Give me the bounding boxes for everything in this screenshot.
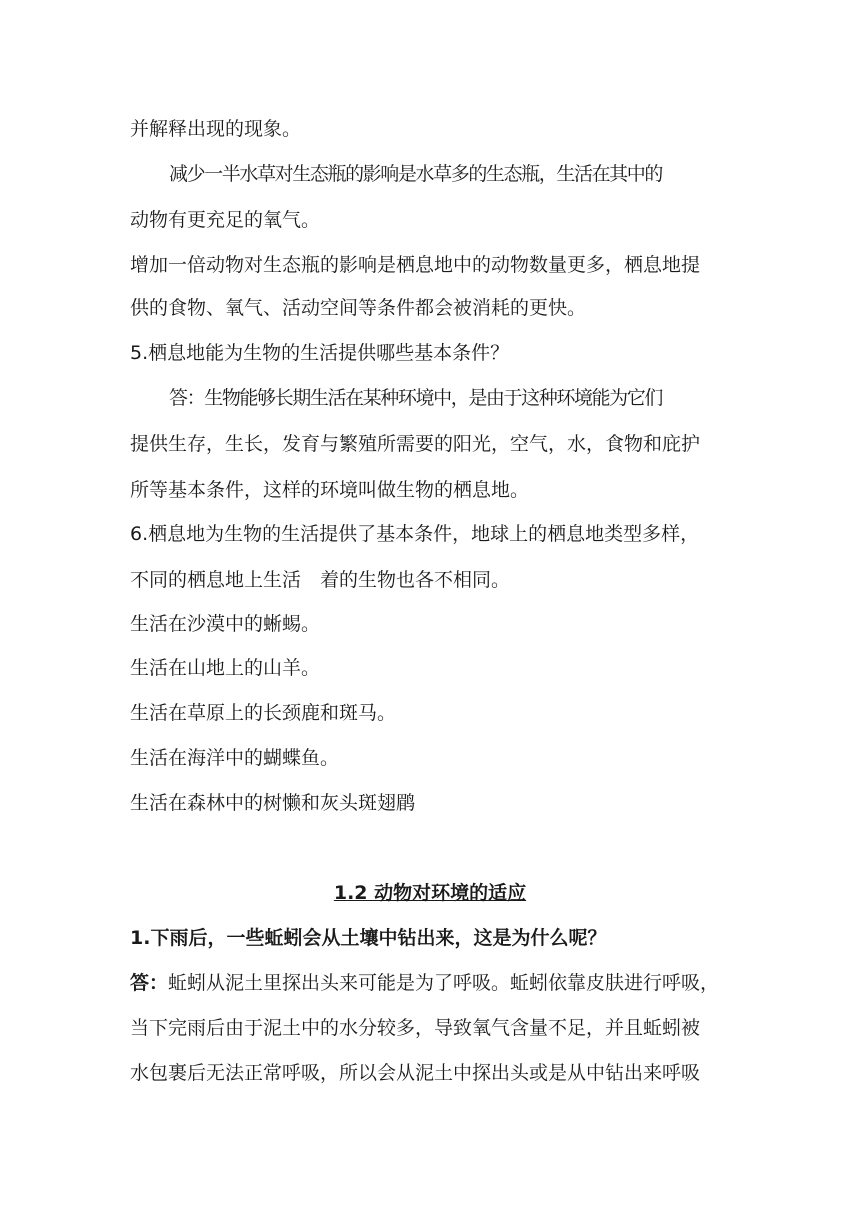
text-line: 减少一半水草对生态瓶的影响是水草多的生态瓶，生活在其中的 [169, 163, 663, 185]
question-heading: 6.栖息地为生物的生活提供了基本条件，地球上的栖息地类型多样， [130, 523, 700, 545]
text-line: 并解释出现的现象。 [130, 118, 302, 140]
text-line: 提供生存，生长，发育与繁殖所需要的阳光，空气，水，食物和庇护 [130, 433, 701, 455]
answer-line: 当下完雨后由于泥土中的水分较多，导致氧气含量不足，并且蚯蚓被 [130, 1017, 701, 1039]
list-item: 生活在森林中的树懒和灰头斑翅鹛 [130, 792, 416, 814]
answer-line [130, 971, 730, 995]
answer-label: 答： [130, 972, 169, 994]
answer-line: 水包裹后无法正常呼吸，所以会从泥土中探出头或是从中钻出来呼吸 [130, 1062, 701, 1084]
question-heading: 1.下雨后，一些蚯蚓会从土壤中钻出来，这是为什么呢？ [130, 927, 607, 949]
list-item: 生活在海洋中的蝴蝶鱼。 [130, 747, 340, 769]
list-item: 生活在山地上的山羊。 [130, 657, 321, 679]
section-title: 1.2 动物对环境的适应 [333, 882, 527, 904]
text-line: 供的食物、氧气、活动空间等条件都会被消耗的更快。 [130, 297, 587, 319]
text-line: 增加一倍动物对生态瓶的影响是栖息地中的动物数量更多，栖息地提 [130, 254, 701, 276]
question-heading: 5.栖息地能为生物的生活提供哪些基本条件？ [130, 342, 510, 364]
text-line: 所等基本条件，这样的环境叫做生物的栖息地。 [130, 479, 530, 501]
answer-text: 蚯蚓从泥土里探出头来可能是为了呼吸。蚯蚓依靠皮肤进行呼吸， [168, 972, 720, 994]
text-line: 答：生物能够长期生活在某种环境中，是由于这种环境能为它们 [169, 387, 663, 409]
list-item: 生活在沙漠中的蜥蜴。 [130, 613, 321, 635]
list-item: 生活在草原上的长颈鹿和斑马。 [130, 702, 397, 724]
text-line: 动物有更充足的氧气。 [130, 209, 321, 231]
text-line: 不同的栖息地上生活 着的生物也各不相同。 [130, 569, 511, 591]
